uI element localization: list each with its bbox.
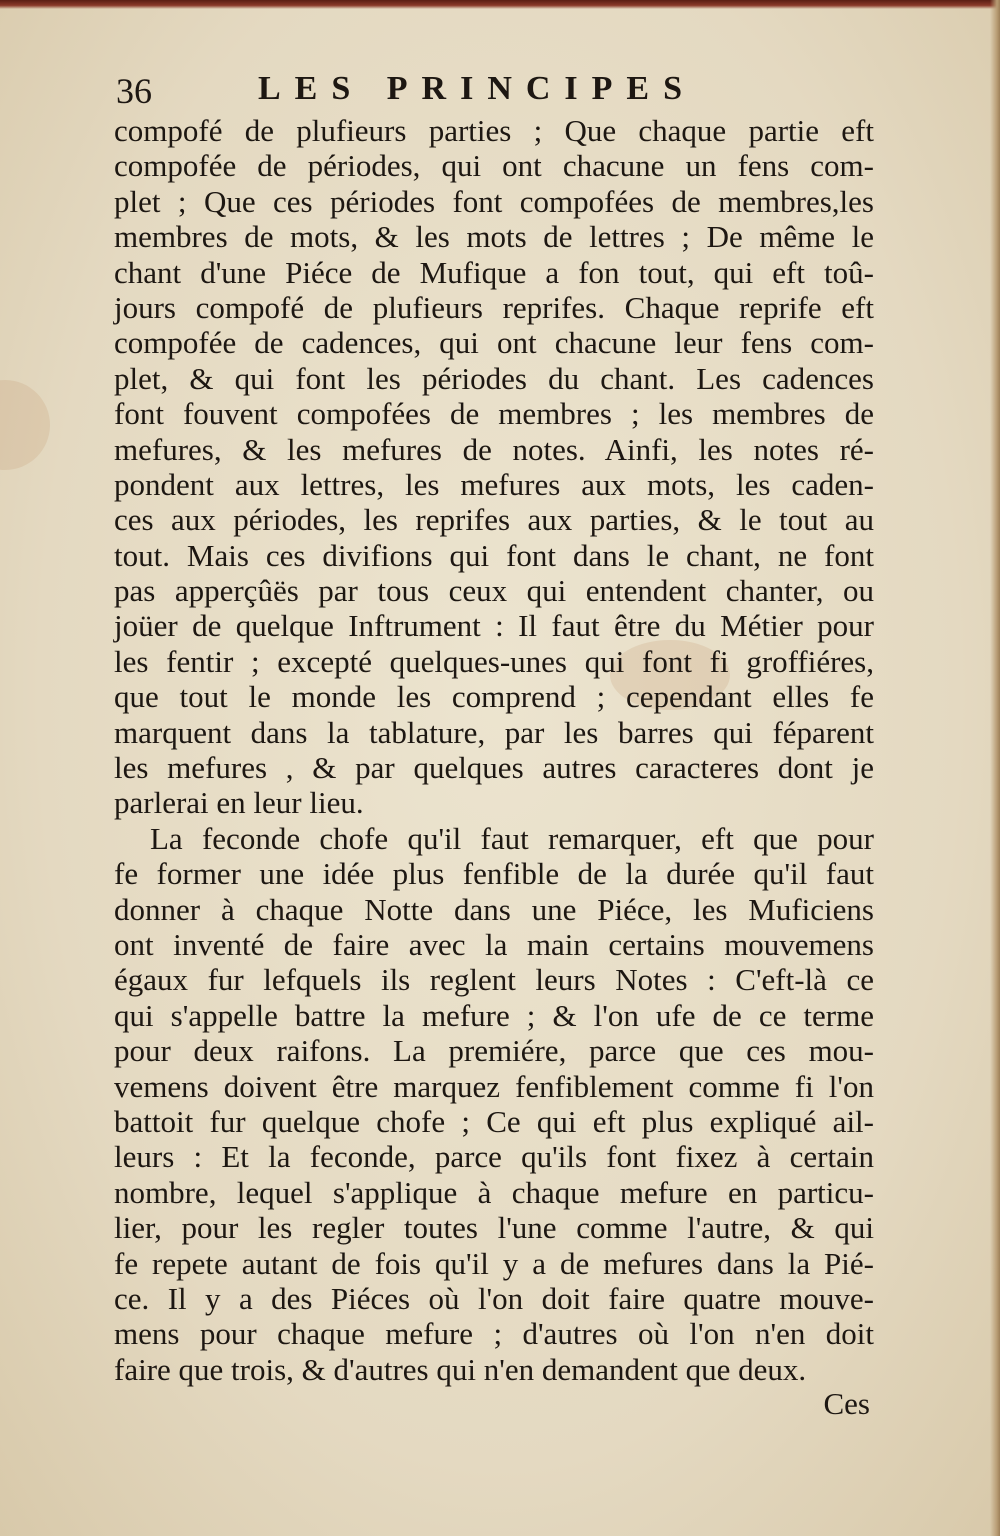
text-line: que tout le monde les comprend ; cependant elles fe bbox=[114, 679, 874, 715]
text-line: leurs : Et la feconde, parce qu'ils font fixez à certain bbox=[114, 1139, 874, 1175]
text-line: font fouvent compofées de membres ; les membres de bbox=[114, 396, 874, 432]
text-line: pour deux raifons. La premiére, parce que ces mou- bbox=[114, 1033, 874, 1069]
text-line: ont inventé de faire avec la main certains mouvemens bbox=[114, 926, 874, 962]
text-line: membres de mots, & les mots de lettres ; De même le bbox=[114, 219, 874, 255]
page-number: 36 bbox=[116, 71, 152, 111]
text-line: donner à chaque Notte dans une Piéce, les Muficiens bbox=[114, 891, 874, 927]
text-line: vemens doivent être marquez fenfiblement comme fi l'on bbox=[114, 1068, 874, 1104]
page-top-edge bbox=[0, 0, 1000, 9]
text-line: La feconde chofe qu'il faut remarquer, eft que pour bbox=[150, 820, 874, 856]
page-right-edge bbox=[990, 0, 1000, 1536]
text-line: mefures, & les mefures de notes. Ainfi, les notes ré- bbox=[114, 431, 874, 467]
text-line: compofé de plufieurs parties ; Que chaque partie eft bbox=[114, 113, 874, 148]
text-line: parlerai en leur lieu. bbox=[114, 785, 364, 821]
text-line: compofée de périodes, qui ont chacune un fens com- bbox=[114, 148, 874, 184]
text-line: joüer de quelque Inftrument : Il faut être du Métier pour bbox=[114, 608, 874, 644]
text-line: faire que trois, & d'autres qui n'en demandent que deux. bbox=[114, 1351, 807, 1387]
text-line: pondent aux lettres, les mefures aux mots, les caden- bbox=[114, 466, 874, 502]
text-line: pas apperçûës par tous ceux qui entendent chanter, ou bbox=[114, 573, 874, 609]
text-line: les mefures , & par quelques autres caracteres dont je bbox=[114, 750, 874, 786]
text-line: les fentir ; excepté quelques-unes qui font fi groffiéres, bbox=[114, 643, 874, 679]
text-line: ces aux périodes, les reprifes aux parties, & le tout au bbox=[114, 502, 874, 538]
text-line: tout. Mais ces divifions qui font dans le chant, ne font bbox=[114, 537, 874, 573]
text-line: marquent dans la tablature, par les barres qui féparent bbox=[114, 714, 874, 750]
text-line: qui s'appelle battre la mefure ; & l'on ufe de ce terme bbox=[114, 997, 874, 1033]
running-title: LES PRINCIPES bbox=[258, 70, 697, 107]
text-line: chant d'une Piéce de Mufique a fon tout, qui eft toû- bbox=[114, 254, 874, 290]
text-line: mens pour chaque mefure ; d'autres où l'on n'en doit bbox=[114, 1316, 874, 1352]
body-text bbox=[114, 113, 874, 1387]
text-line: plet ; Que ces périodes font compofées de membres,les bbox=[114, 183, 874, 219]
text-line: fe former une idée plus fenfible de la durée qu'il faut bbox=[114, 856, 874, 892]
text-line: égaux fur lefquels ils reglent leurs Notes : C'eft-là ce bbox=[114, 962, 874, 998]
paper-stain bbox=[0, 380, 50, 470]
text-line: ce. Il y a des Piéces où l'on doit faire quatre mouve- bbox=[114, 1280, 874, 1316]
text-line: fe repete autant de fois qu'il y a de mefures dans la Pié- bbox=[114, 1245, 874, 1281]
running-header bbox=[116, 70, 836, 114]
catchword: Ces bbox=[823, 1386, 870, 1421]
text-line: compofée de cadences, qui ont chacune leur fens com- bbox=[114, 325, 874, 361]
text-line: battoit fur quelque chofe ; Ce qui eft plus expliqué ail- bbox=[114, 1103, 874, 1139]
text-line: jours compofé de plufieurs reprifes. Chaque reprife eft bbox=[114, 289, 874, 325]
text-line: lier, pour les regler toutes l'une comme l'autre, & qui bbox=[114, 1210, 874, 1246]
text-line: nombre, lequel s'applique à chaque mefure en particu- bbox=[114, 1174, 874, 1210]
text-line: plet, & qui font les périodes du chant. Les cadences bbox=[114, 360, 874, 396]
